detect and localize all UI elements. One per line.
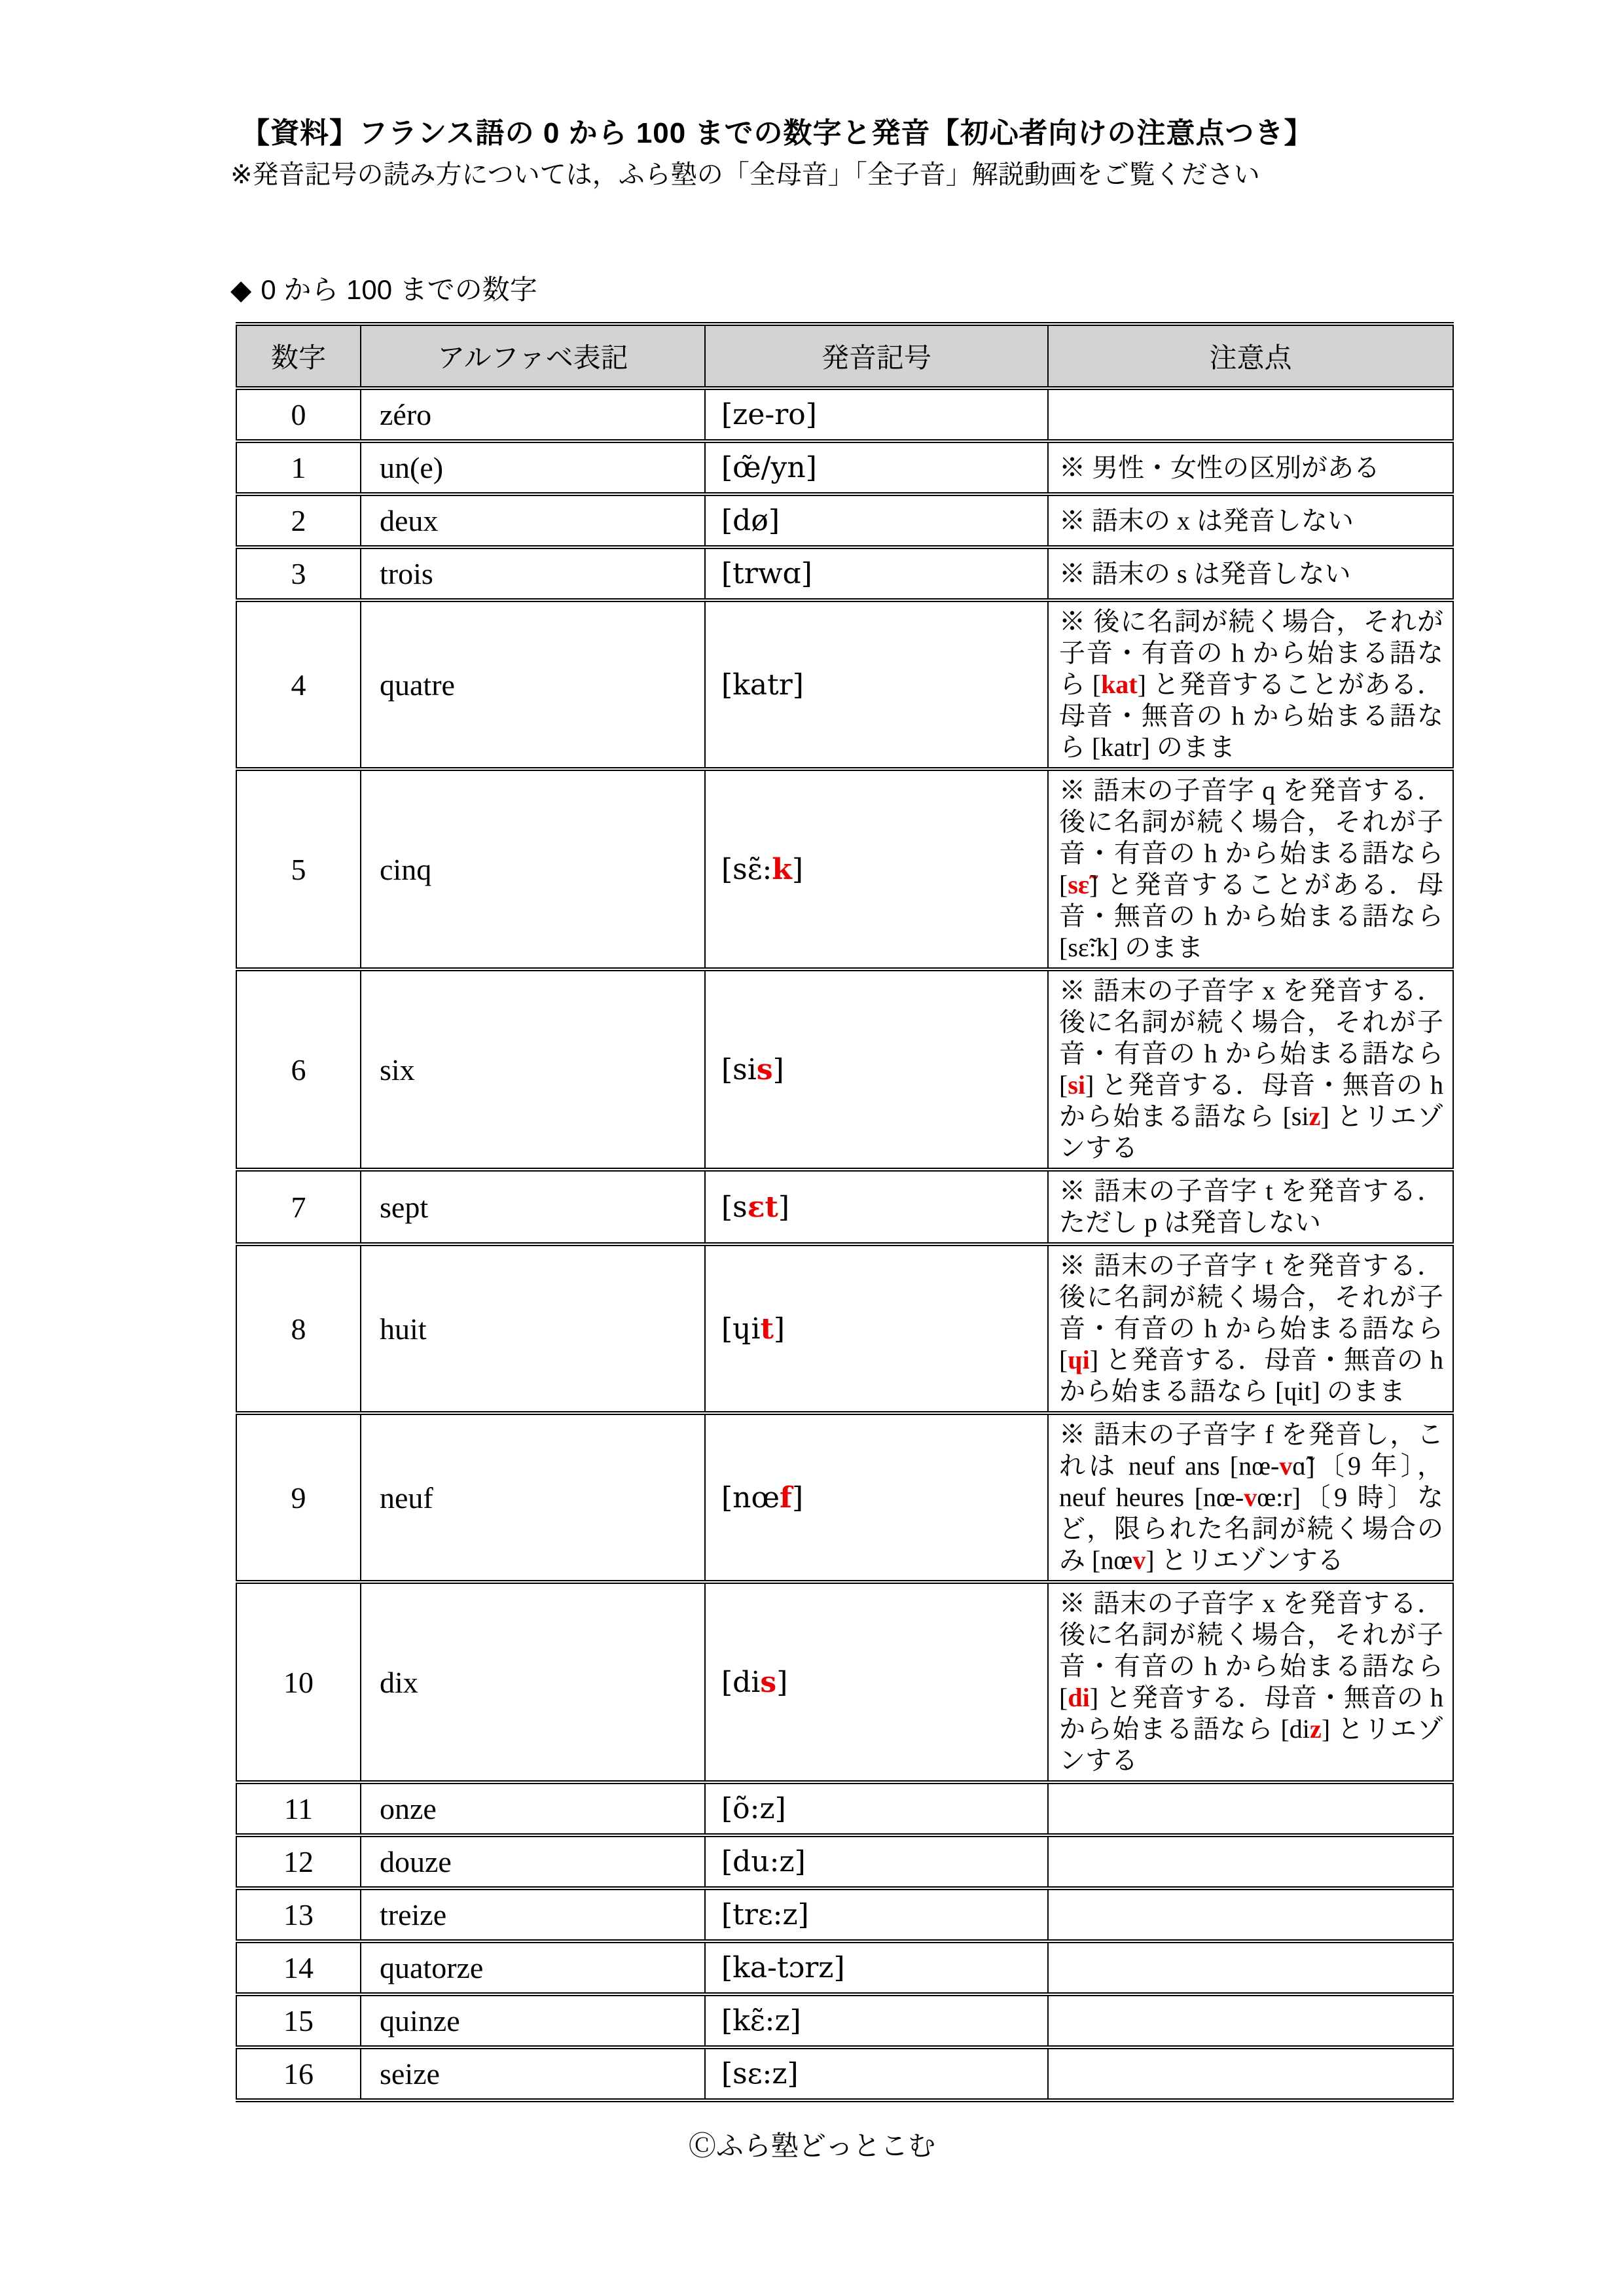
cell-word: six xyxy=(361,969,705,1170)
table-row xyxy=(236,1782,1453,1835)
cell-number: 14 xyxy=(236,1941,361,1994)
cell-ipa: [õ:z] xyxy=(705,1782,1048,1835)
cell-note: ※ 男性・女性の区別がある xyxy=(1048,441,1453,494)
header-cell-note: 注意点 xyxy=(1048,324,1453,388)
cell-note: ※ 語末の子音字 q を発音する．後に名詞が続く場合，それが子音・有音の h から始まる語なら [sɛ̃] と発音することがある．母音・無音の h から始まる語なら [sɛ̃:k] のまま xyxy=(1048,769,1453,969)
number-table-body xyxy=(236,388,1453,2100)
header-cell-ipa: 発音記号 xyxy=(705,324,1048,388)
table-row xyxy=(236,441,1453,494)
doc-subtitle: ※発音記号の読み方については，ふら塾の「全母音」「全子音」解説動画をご覧ください xyxy=(230,160,1260,189)
cell-word: treize xyxy=(361,1888,705,1941)
cell-word: cinq xyxy=(361,769,705,969)
cell-number: 15 xyxy=(236,1994,361,2047)
cell-note xyxy=(1048,1835,1453,1888)
cell-ipa: [sɛ:z] xyxy=(705,2047,1048,2100)
cell-ipa: [sɛ̃:k] xyxy=(705,769,1048,969)
cell-ipa: [œ̃/yn] xyxy=(705,441,1048,494)
cell-word: neuf xyxy=(361,1413,705,1582)
cell-word: un(e) xyxy=(361,441,705,494)
cell-word: quatre xyxy=(361,600,705,769)
cell-ipa: [dø] xyxy=(705,494,1048,547)
doc-title: 【資料】フランス語の 0 から 100 までの数字と発音【初心者向けの注意点つき】 xyxy=(241,117,1314,149)
cell-ipa: [trɛ:z] xyxy=(705,1888,1048,1941)
cell-word: onze xyxy=(361,1782,705,1835)
cell-ipa: [sis] xyxy=(705,969,1048,1170)
table-row xyxy=(236,547,1453,600)
cell-note xyxy=(1048,2047,1453,2100)
cell-number: 5 xyxy=(236,769,361,969)
cell-number: 6 xyxy=(236,969,361,1170)
cell-note xyxy=(1048,1888,1453,1941)
cell-note xyxy=(1048,1994,1453,2047)
cell-number: 7 xyxy=(236,1170,361,1244)
cell-ipa: [katr] xyxy=(705,600,1048,769)
cell-note: ※ 語末の s は発音しない xyxy=(1048,547,1453,600)
cell-ipa: [dis] xyxy=(705,1582,1048,1782)
table-row xyxy=(236,388,1453,441)
cell-note: ※ 語末の子音字 t を発音する．ただし p は発音しない xyxy=(1048,1170,1453,1244)
table-row xyxy=(236,969,1453,1170)
cell-note xyxy=(1048,1941,1453,1994)
cell-number: 0 xyxy=(236,388,361,441)
table-row xyxy=(236,1994,1453,2047)
table-row xyxy=(236,1888,1453,1941)
cell-ipa: [ɥit] xyxy=(705,1244,1048,1413)
footer-copyright: Ⓒふら塾どっとこむ xyxy=(688,2130,936,2161)
cell-ipa: [sɛt] xyxy=(705,1170,1048,1244)
section-heading-text: 0 から 100 までの数字 xyxy=(261,274,537,305)
diamond-icon: ◆ xyxy=(230,274,252,305)
cell-note: ※ 語末の子音字 x を発音する．後に名詞が続く場合，それが子音・有音の h から始まる語なら [di] と発音する．母音・無音の h から始まる語なら [diz] とリエゾンする xyxy=(1048,1582,1453,1782)
cell-word: deux xyxy=(361,494,705,547)
cell-ipa: [nœf] xyxy=(705,1413,1048,1582)
cell-number: 16 xyxy=(236,2047,361,2100)
table-row xyxy=(236,494,1453,547)
cell-number: 11 xyxy=(236,1782,361,1835)
numbers-table xyxy=(236,322,1454,2102)
cell-note: ※ 語末の子音字 t を発音する．後に名詞が続く場合，それが子音・有音の h から始まる語なら [ɥi] と発音する．母音・無音の h から始まる語なら [ɥit] のまま xyxy=(1048,1244,1453,1413)
cell-number: 1 xyxy=(236,441,361,494)
cell-note: ※ 後に名詞が続く場合，それが子音・有音の h から始まる語なら [kat] と発音することがある．母音・無音の h から始まる語なら [katr] のまま xyxy=(1048,600,1453,769)
table-row xyxy=(236,1582,1453,1782)
table-row xyxy=(236,2047,1453,2100)
table-row xyxy=(236,769,1453,969)
cell-ipa: [ze-ro] xyxy=(705,388,1048,441)
cell-note: ※ 語末の子音字 f を発音し，これは neuf ans [nœ-vɑ̃]〔9 年〕，neuf heures [nœ-vœ:r]〔9 時〕など，限られた名詞が続く場合のみ [nœv] とリエゾンする xyxy=(1048,1413,1453,1582)
cell-number: 8 xyxy=(236,1244,361,1413)
cell-word: huit xyxy=(361,1244,705,1413)
cell-ipa: [kɛ̃:z] xyxy=(705,1994,1048,2047)
cell-word: sept xyxy=(361,1170,705,1244)
cell-number: 2 xyxy=(236,494,361,547)
cell-note xyxy=(1048,388,1453,441)
header-cell-word: アルファベ表記 xyxy=(361,324,705,388)
cell-number: 10 xyxy=(236,1582,361,1782)
cell-ipa: [ka-tɔrz] xyxy=(705,1941,1048,1994)
cell-word: quinze xyxy=(361,1994,705,2047)
cell-note xyxy=(1048,1782,1453,1835)
cell-number: 9 xyxy=(236,1413,361,1582)
section-heading xyxy=(230,274,537,306)
cell-ipa: [trwɑ] xyxy=(705,547,1048,600)
table-row xyxy=(236,1244,1453,1413)
cell-word: zéro xyxy=(361,388,705,441)
cell-number: 13 xyxy=(236,1888,361,1941)
table-row xyxy=(236,1835,1453,1888)
header-cell-number: 数字 xyxy=(236,324,361,388)
cell-number: 3 xyxy=(236,547,361,600)
cell-word: douze xyxy=(361,1835,705,1888)
cell-word: seize xyxy=(361,2047,705,2100)
table-header-row xyxy=(236,324,1453,388)
table-row xyxy=(236,1941,1453,1994)
table-row xyxy=(236,1170,1453,1244)
cell-word: trois xyxy=(361,547,705,600)
cell-note: ※ 語末の x は発音しない xyxy=(1048,494,1453,547)
table-row xyxy=(236,600,1453,769)
cell-note: ※ 語末の子音字 x を発音する．後に名詞が続く場合，それが子音・有音の h から始まる語なら [si] と発音する．母音・無音の h から始まる語なら [siz] とリエゾンする xyxy=(1048,969,1453,1170)
cell-number: 12 xyxy=(236,1835,361,1888)
cell-word: quatorze xyxy=(361,1941,705,1994)
table-row xyxy=(236,1413,1453,1582)
cell-word: dix xyxy=(361,1582,705,1782)
cell-number: 4 xyxy=(236,600,361,769)
cell-ipa: [du:z] xyxy=(705,1835,1048,1888)
